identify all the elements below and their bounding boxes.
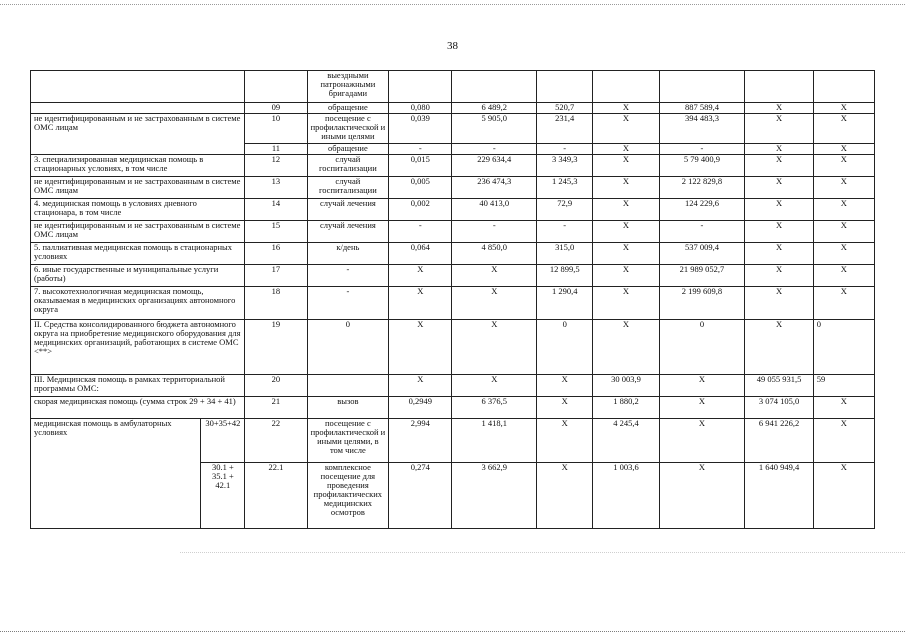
value-cell: 5 905,0 <box>452 114 537 144</box>
value-cell: - <box>389 144 452 155</box>
value-cell: 5 79 400,9 <box>659 155 745 177</box>
value-cell: X <box>813 144 874 155</box>
value-cell: 1 418,1 <box>452 419 537 463</box>
value-cell: - <box>659 144 745 155</box>
value-cell: 0,015 <box>389 155 452 177</box>
value-cell <box>745 71 813 103</box>
name-cell: III. Медицинская помощь в рамках территориальной программы ОМС: <box>31 375 245 397</box>
value-cell <box>593 71 659 103</box>
value-cell: X <box>813 463 874 529</box>
code-cell <box>245 71 307 103</box>
value-cell: - <box>537 144 593 155</box>
value-cell: X <box>745 320 813 375</box>
value-cell: X <box>745 199 813 221</box>
value-cell: X <box>659 419 745 463</box>
code-cell: 12 <box>245 155 307 177</box>
value-cell: X <box>813 103 874 114</box>
code-cell: 16 <box>245 243 307 265</box>
value-cell: X <box>593 144 659 155</box>
value-cell: X <box>813 265 874 287</box>
code-cell: 22.1 <box>245 463 307 529</box>
value-cell: X <box>745 144 813 155</box>
table-row <box>31 103 875 114</box>
value-cell: 315,0 <box>537 243 593 265</box>
value-cell: 1 003,6 <box>593 463 659 529</box>
table-row <box>31 419 875 463</box>
value-cell: X <box>593 114 659 144</box>
value-cell: X <box>537 397 593 419</box>
financing-table <box>30 70 875 529</box>
value-cell: X <box>813 397 874 419</box>
value-cell <box>813 71 874 103</box>
value-cell: X <box>593 221 659 243</box>
value-cell: 537 009,4 <box>659 243 745 265</box>
unit-cell: вызов <box>307 397 389 419</box>
table-row <box>31 199 875 221</box>
unit-cell: случай госпитализации <box>307 155 389 177</box>
value-cell: X <box>452 320 537 375</box>
value-cell: - <box>452 221 537 243</box>
table-row <box>31 221 875 243</box>
value-cell: 6 489,2 <box>452 103 537 114</box>
value-cell: 1 245,3 <box>537 177 593 199</box>
value-cell: X <box>659 397 745 419</box>
code-cell: 18 <box>245 287 307 320</box>
value-cell: 4 850,0 <box>452 243 537 265</box>
unit-cell: - <box>307 287 389 320</box>
value-cell: 72,9 <box>537 199 593 221</box>
code-cell: 20 <box>245 375 307 397</box>
value-cell: X <box>813 114 874 144</box>
value-cell: 4 245,4 <box>593 419 659 463</box>
unit-cell <box>307 375 389 397</box>
value-cell: - <box>452 144 537 155</box>
unit-cell: - <box>307 265 389 287</box>
name-cell: 5. паллиативная медицинская помощь в стационарных условиях <box>31 243 245 265</box>
value-cell: X <box>593 103 659 114</box>
value-cell: X <box>593 243 659 265</box>
value-cell: X <box>593 177 659 199</box>
value-cell: 124 229,6 <box>659 199 745 221</box>
value-cell: X <box>745 287 813 320</box>
value-cell: 887 589,4 <box>659 103 745 114</box>
value-cell: 2 122 829,8 <box>659 177 745 199</box>
value-cell: X <box>659 375 745 397</box>
value-cell: X <box>745 221 813 243</box>
value-cell: X <box>593 199 659 221</box>
name-cell <box>31 103 245 114</box>
value-cell: 3 662,9 <box>452 463 537 529</box>
table-row <box>31 114 875 144</box>
unit-cell: к/день <box>307 243 389 265</box>
scan-artifact-line <box>180 552 905 553</box>
name-cell: не идентифицированным и не застрахованным в системе ОМС лицам <box>31 177 245 199</box>
name-cell: II. Средства консолидированного бюджета автономного округа на приобретение медицинского оборудования для медицинских организаций, работающих в системе ОМС <**> <box>31 320 245 375</box>
name-cell: скорая медицинская помощь (сумма строк 29 + 34 + 41) <box>31 397 245 419</box>
value-cell: 40 413,0 <box>452 199 537 221</box>
table-row <box>31 320 875 375</box>
value-cell: X <box>813 177 874 199</box>
value-cell: X <box>745 114 813 144</box>
value-cell <box>389 71 452 103</box>
code-cell: 09 <box>245 103 307 114</box>
name-cell: не идентифицированным и не застрахованным в системе ОМС лицам <box>31 221 245 243</box>
value-cell: X <box>452 265 537 287</box>
value-cell: X <box>813 155 874 177</box>
code-cell: 15 <box>245 221 307 243</box>
sum-cell: 30+35+42 <box>201 419 245 463</box>
value-cell: X <box>745 243 813 265</box>
table-row <box>31 71 875 103</box>
value-cell: 0,080 <box>389 103 452 114</box>
value-cell: 1 880,2 <box>593 397 659 419</box>
value-cell: X <box>813 221 874 243</box>
name-cell: 6. иные государственные и муниципальные услуги (работы) <box>31 265 245 287</box>
code-cell: 21 <box>245 397 307 419</box>
value-cell: 12 899,5 <box>537 265 593 287</box>
value-cell <box>537 71 593 103</box>
value-cell: X <box>389 375 452 397</box>
unit-cell: выездными патронажными бригадами <box>307 71 389 103</box>
value-cell: 1 290,4 <box>537 287 593 320</box>
table-row <box>31 287 875 320</box>
value-cell: X <box>537 375 593 397</box>
value-cell: 59 <box>813 375 874 397</box>
value-cell: 1 640 949,4 <box>745 463 813 529</box>
value-cell: 0 <box>659 320 745 375</box>
value-cell: 0,039 <box>389 114 452 144</box>
value-cell: X <box>745 103 813 114</box>
unit-cell: случай лечения <box>307 199 389 221</box>
value-cell: X <box>593 155 659 177</box>
value-cell: 0,274 <box>389 463 452 529</box>
name-cell: 4. медицинская помощь в условиях дневного стационара, в том числе <box>31 199 245 221</box>
name-cell: не идентифицированным и не застрахованным в системе ОМС лицам <box>31 114 245 155</box>
value-cell: - <box>389 221 452 243</box>
name-cell: 3. специализированная медицинская помощь в стационарных условиях, в том числе <box>31 155 245 177</box>
unit-cell: обращение <box>307 103 389 114</box>
value-cell: 6 941 226,2 <box>745 419 813 463</box>
sum-cell: 30.1 + 35.1 + 42.1 <box>201 463 245 529</box>
code-cell: 11 <box>245 144 307 155</box>
value-cell: 229 634,4 <box>452 155 537 177</box>
code-cell: 17 <box>245 265 307 287</box>
value-cell: 0 <box>813 320 874 375</box>
unit-cell: случай лечения <box>307 221 389 243</box>
value-cell: 6 376,5 <box>452 397 537 419</box>
code-cell: 14 <box>245 199 307 221</box>
page-number: 38 <box>447 40 458 52</box>
code-cell: 22 <box>245 419 307 463</box>
name-cell: медицинская помощь в амбулаторных условиях <box>31 419 201 529</box>
value-cell: X <box>593 320 659 375</box>
table-row <box>31 155 875 177</box>
value-cell: 49 055 931,5 <box>745 375 813 397</box>
value-cell: X <box>745 265 813 287</box>
unit-cell: комплексное посещение для проведения профилактических медицинских осмотров <box>307 463 389 529</box>
code-cell: 13 <box>245 177 307 199</box>
value-cell: 0 <box>537 320 593 375</box>
value-cell: 2 199 609,8 <box>659 287 745 320</box>
value-cell: 394 483,3 <box>659 114 745 144</box>
value-cell: 231,4 <box>537 114 593 144</box>
value-cell: X <box>537 463 593 529</box>
value-cell: 0,005 <box>389 177 452 199</box>
value-cell: 3 074 105,0 <box>745 397 813 419</box>
value-cell: 236 474,3 <box>452 177 537 199</box>
unit-cell: посещение с профилактической и иными целями, в том числе <box>307 419 389 463</box>
value-cell <box>659 71 745 103</box>
table-row <box>31 397 875 419</box>
unit-cell: случай госпитализации <box>307 177 389 199</box>
code-cell: 10 <box>245 114 307 144</box>
value-cell: X <box>452 375 537 397</box>
value-cell: X <box>659 463 745 529</box>
name-cell: 7. высокотехнологичная медицинская помощь, оказываемая в медицинских организациях автономного округа <box>31 287 245 320</box>
value-cell <box>452 71 537 103</box>
code-cell: 19 <box>245 320 307 375</box>
value-cell: - <box>659 221 745 243</box>
name-cell <box>31 71 245 103</box>
value-cell: X <box>745 155 813 177</box>
unit-cell: 0 <box>307 320 389 375</box>
value-cell: X <box>452 287 537 320</box>
value-cell: 0,2949 <box>389 397 452 419</box>
value-cell: 0,064 <box>389 243 452 265</box>
value-cell: X <box>745 177 813 199</box>
value-cell: 3 349,3 <box>537 155 593 177</box>
value-cell: X <box>593 265 659 287</box>
table-row <box>31 265 875 287</box>
table-row <box>31 177 875 199</box>
value-cell: 520,7 <box>537 103 593 114</box>
value-cell: X <box>813 243 874 265</box>
table-row <box>31 243 875 265</box>
value-cell: X <box>813 419 874 463</box>
scan-border-top <box>0 4 905 5</box>
value-cell: X <box>389 265 452 287</box>
unit-cell: посещение с профилактической и иными целями <box>307 114 389 144</box>
table-row <box>31 375 875 397</box>
value-cell: 30 003,9 <box>593 375 659 397</box>
value-cell: X <box>537 419 593 463</box>
value-cell: X <box>389 320 452 375</box>
value-cell: X <box>813 199 874 221</box>
unit-cell: обращение <box>307 144 389 155</box>
value-cell: X <box>389 287 452 320</box>
value-cell: 2,994 <box>389 419 452 463</box>
value-cell: - <box>537 221 593 243</box>
scan-border-bottom <box>0 631 905 632</box>
value-cell: 21 989 052,7 <box>659 265 745 287</box>
value-cell: X <box>593 287 659 320</box>
value-cell: X <box>813 287 874 320</box>
value-cell: 0,002 <box>389 199 452 221</box>
